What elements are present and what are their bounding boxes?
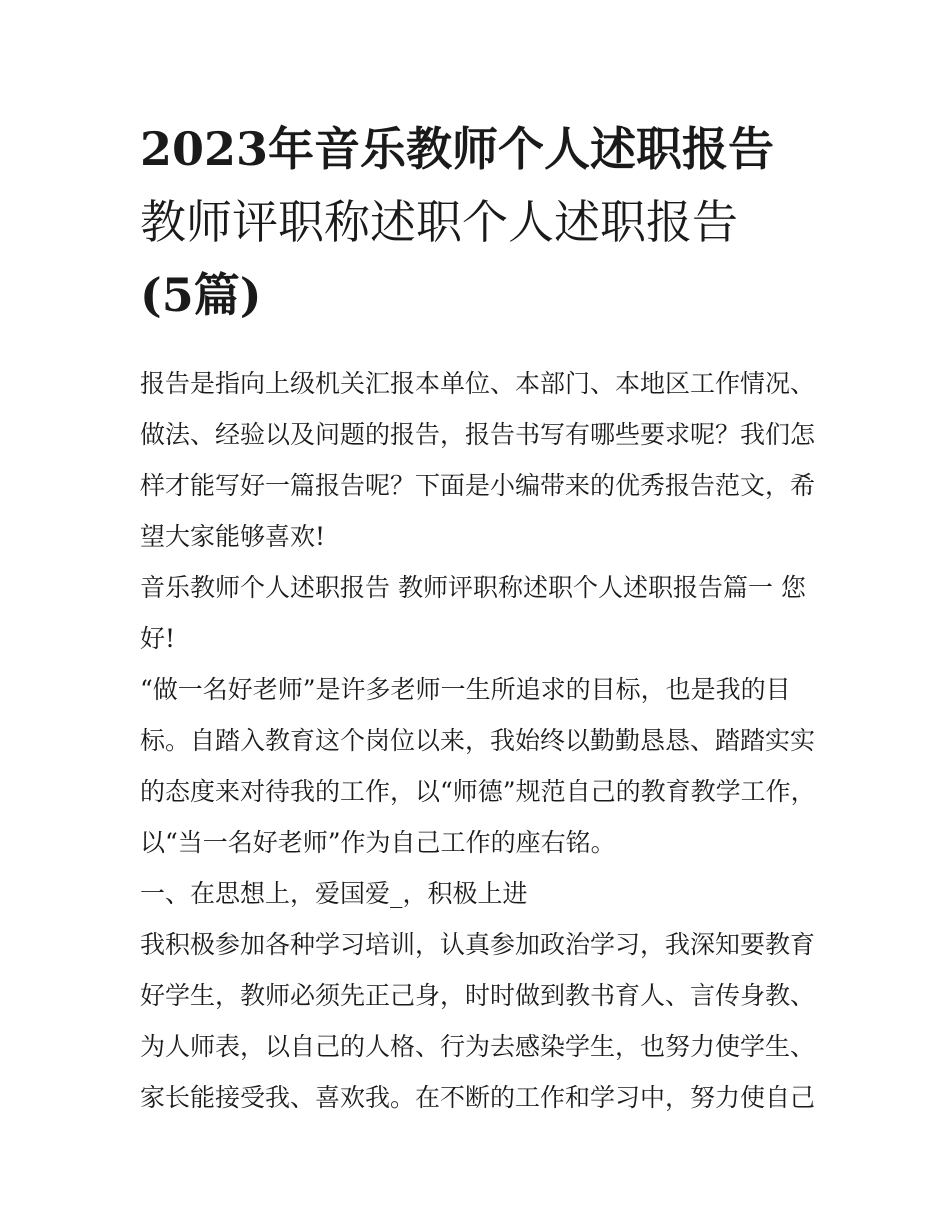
subsection-heading-line: 一、在思想上，爱国爱_，积极上进 xyxy=(140,879,528,908)
body-line: 好! xyxy=(140,624,176,653)
body-line: 报告是指向上级机关汇报本单位、本部门、本地区工作情况、 xyxy=(140,369,816,398)
body-line: 做法、经验以及问题的报告，报告书写有哪些要求呢？我们怎 xyxy=(140,420,816,449)
body-line: 为人师表，以自己的人格、行为去感染学生，也努力使学生、 xyxy=(140,1032,816,1061)
body-line: “做一名好老师”是许多老师一生所追求的目标，也是我的目 xyxy=(140,675,791,704)
body-line: 望大家能够喜欢! xyxy=(140,522,326,551)
title-line-3: (5篇) xyxy=(140,268,262,322)
body-line: 好学生，教师必须先正己身，时时做到教书育人、言传身教、 xyxy=(140,981,816,1010)
title-line-2: 教师评职称述职个人述职报告 xyxy=(140,195,738,249)
section-heading-line: 音乐教师个人述职报告 教师评职称述职个人述职报告篇一 您 xyxy=(140,573,806,602)
body-line: 标。自踏入教育这个岗位以来，我始终以勤勤恳恳、踏踏实实 xyxy=(140,726,816,755)
title-line-1: 2023年音乐教师个人述职报告 xyxy=(140,122,775,176)
body-line: 样才能写好一篇报告呢？下面是小编带来的优秀报告范文，希 xyxy=(140,471,816,500)
body-line: 家长能接受我、喜欢我。在不断的工作和学习中，努力使自己 xyxy=(140,1083,816,1112)
body-line: 的态度来对待我的工作，以“师德”规范自己的教育教学工作， xyxy=(140,777,816,806)
document-title xyxy=(140,113,820,332)
document-body xyxy=(140,358,820,1123)
body-line: 以“当一名好老师”作为自己工作的座右铭。 xyxy=(140,828,616,857)
body-line: 我积极参加各种学习培训，认真参加政治学习，我深知要教育 xyxy=(140,930,816,959)
